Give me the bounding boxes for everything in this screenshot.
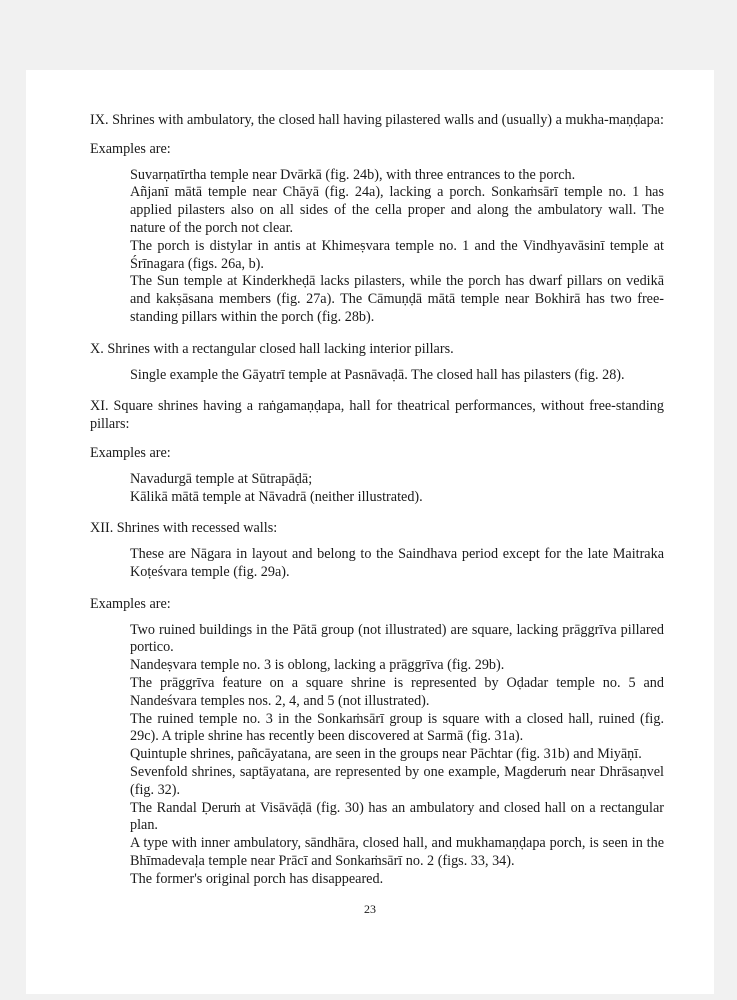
section-xii-item: Quintuple shrines, pañcāyatana, are seen in the groups near Pāchtar (fig. 31b) and Miyāṇī. [130,746,642,763]
section-xii-item: Two ruined buildings in the Pātā group (not illustrated) are square, lacking prāggrīva pillared portico. [130,621,664,656]
section-xii-item: Sevenfold shrines, saptāyatana, are represented by one example, Magderuṁ near Dhrāsaṇvel (fig. 32). [130,763,664,798]
section-xii-item: The Randal Ḍeruṁ at Visāvāḍā (fig. 30) has an ambulatory and closed hall on a rectangular plan. [130,799,664,834]
section-xi-examples-label: Examples are: [90,444,171,461]
section-xi-item: Kālikā mātā temple at Nāvadrā (neither illustrated). [130,488,423,505]
section-ix-item: The Sun temple at Kinderkheḍā lacks pilasters, while the porch has dwarf pillars on vedikā and kakṣāsana members (fig. 27a). The Cāmuṇḍā mātā temple near Bokhirā has two free-standing pillars within the porch (fig. 28b). [130,273,664,325]
section-xii-item: The ruined temple no. 3 in the Sonkaṁsārī group is square with a closed hall, ruined (fig. 29c). A triple shrine has recently been discovered at Sarmā (fig. 31a). [130,710,664,745]
page-body [90,112,664,888]
document-page [26,70,714,994]
section-x-body: Single example the Gāyatrī temple at Pasnāvaḍā. The closed hall has pilasters (fig. 28). [130,366,625,383]
section-xii-examples-label: Examples are: [90,595,171,612]
section-xii-heading: XII. Shrines with recessed walls: [90,520,278,537]
section-xi-heading: XI. Square shrines having a raṅgamaṇḍapa, hall for theatrical performances, without free-standing pillars: [90,398,664,433]
section-xii-body: These are Nāgara in layout and belong to the Saindhava period except for the late Maitraka Koṭeśvara temple (fig. 29a). [130,546,664,580]
section-xii-item: A type with inner ambulatory, sāndhāra, closed hall, and mukhamaṇḍapa porch, is seen in the Bhīmadevaḷa temple near Prācī and Sonkaṁsārī no. 2 (figs. 33, 34). [130,835,664,869]
section-xii-item: Nandeṣvara temple no. 3 is oblong, lacking a prāggrīva (fig. 29b). [130,657,505,674]
section-ix-item: Añjanī mātā temple near Chāyā (fig. 24a), lacking a porch. Sonkaṁsārī temple no. 1 has applied pilasters also on all sides of the cella proper and along the ambulatory wall. The nature of the porch not clear. [130,184,664,236]
section-ix-item: Suvarṇatīrtha temple near Dvārkā (fig. 24b), with three entrances to the porch. [130,166,576,183]
section-ix-item: The porch is distylar in antis at Khimeṣvara temple no. 1 and the Vindhyavāsinī temple at Śrīnagara (figs. 26a, b). [130,237,664,272]
section-xii-item: The prāggrīva feature on a square shrine is represented by Oḍadar temple no. 5 and Nandeśvara temples nos. 2, 4, and 5 (not illustrated). [130,674,664,709]
section-x-heading: X. Shrines with a rectangular closed hall lacking interior pillars. [90,340,454,357]
section-ix-heading: IX. Shrines with ambulatory, the closed hall having pilastered walls and (usually) a mukha-maṇḍapa: [90,112,664,128]
section-xii-item: The former's original porch has disappeared. [130,870,384,887]
section-xi-item: Navadurgā temple at Sūtrapāḍā; [130,470,313,487]
page-number: 23 [364,902,376,916]
section-ix-examples-label: Examples are: [90,140,171,157]
